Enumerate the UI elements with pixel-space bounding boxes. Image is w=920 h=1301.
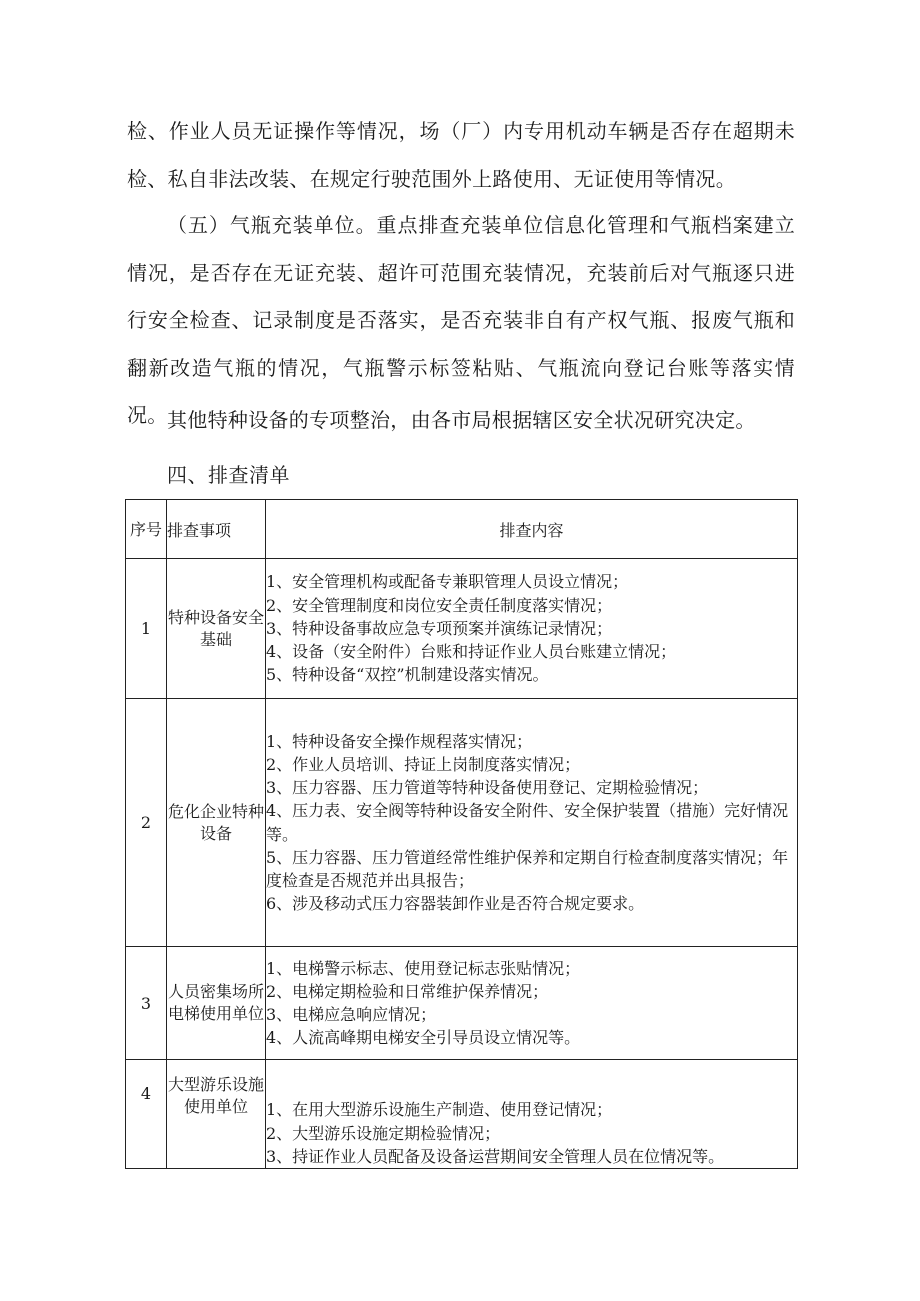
section-heading-checklist: 四、排查清单: [167, 463, 290, 487]
content-line: 1、在用大型游乐设施生产制造、使用登记情况；: [266, 1100, 613, 1120]
content-line: 3、特种设备事故应急专项预案并演练记录情况；: [266, 618, 613, 638]
row-num: 1: [126, 559, 167, 699]
table-row: [126, 699, 798, 947]
row-item: 大型游乐设施使用单位: [167, 1060, 266, 1169]
row-content: [266, 1060, 798, 1169]
content-line: 2、安全管理制度和岗位安全责任制度落实情况；: [266, 595, 613, 615]
table-row: [126, 947, 798, 1060]
row-item: 特种设备安全基础: [167, 559, 266, 699]
content-line: 3、持证作业人员配备及设备运营期间安全管理人员在位情况等。: [266, 1146, 725, 1166]
content-line: 2、作业人员培训、持证上岗制度落实情况；: [266, 754, 581, 774]
header-cell-num: [126, 500, 167, 559]
row-content: [266, 559, 798, 699]
header-content-label: 排查内容: [499, 520, 564, 540]
row-num: 2: [126, 699, 167, 947]
content-line: 1、电梯警示标志、使用登记标志张贴情况；: [266, 958, 581, 978]
paragraph-gas-cylinder-filling: （五）气瓶充装单位。重点排查充装单位信息化管理和气瓶档案建立情况，是否存在无证充装、超许可范围充装情况，充装前后对气瓶逐只进行安全检查、记录制度是否落实，是否充装非自有产权气瓶、报废气瓶和翻新改造气瓶的情况，气瓶警示标签粘贴、气瓶流向登记台账等落实情况。: [127, 213, 795, 427]
table-header-row: [126, 500, 798, 559]
content-line: 3、电梯应急响应情况；: [266, 1005, 437, 1024]
content-line: 4、压力表、安全阀等特种设备安全附件、安全保护装置（措施）完好情况等。: [266, 801, 789, 844]
paragraph-vehicle-inspection: 检、作业人员无证操作等情况，场（厂）内专用机动车辆是否存在超期未检、私自非法改装、在规定行驶范围外上路使用、无证使用等情况。: [127, 119, 795, 191]
checklist-table: [125, 499, 798, 1169]
row-item: 人员密集场所电梯使用单位: [167, 947, 266, 1060]
row-num: 3: [126, 947, 167, 1060]
row-item: 危化企业特种设备: [167, 699, 266, 947]
header-cell-content: [266, 500, 798, 559]
header-cell-item: [167, 500, 266, 559]
header-num-label: 序号: [129, 519, 162, 539]
row-num: 4: [126, 1060, 167, 1169]
content-line: 2、电梯定期检验和日常维护保养情况；: [266, 981, 549, 1001]
content-line: 2、大型游乐设施定期检验情况；: [266, 1123, 501, 1143]
content-line: 3、压力容器、压力管道等特种设备使用登记、定期检验情况；: [266, 778, 709, 798]
content-line: 5、特种设备“双控”机制建设落实情况。: [266, 665, 549, 685]
header-item-label: 排查事项: [167, 520, 232, 540]
content-line: 4、人流高峰期电梯安全引导员设立情况等。: [266, 1028, 581, 1048]
row-content: [266, 947, 798, 1060]
paragraph-other-equipment: 其他特种设备的专项整治，由各市局根据辖区安全状况研究决定。: [167, 408, 756, 432]
content-line: 6、涉及移动式压力容器装卸作业是否符合规定要求。: [266, 894, 645, 914]
content-line: 4、设备（安全附件）台账和持证作业人员台账建立情况；: [266, 642, 677, 662]
table-row: [126, 1060, 798, 1169]
row-content: [266, 699, 798, 947]
table-row: [126, 559, 798, 699]
content-line: 1、特种设备安全操作规程落实情况；: [266, 731, 533, 751]
content-line: 1、安全管理机构或配备专兼职管理人员设立情况；: [266, 572, 629, 592]
content-line: 5、压力容器、压力管道经常性维护保养和定期自行检查制度落实情况；年度检查是否规范并出具报告；: [266, 847, 789, 890]
